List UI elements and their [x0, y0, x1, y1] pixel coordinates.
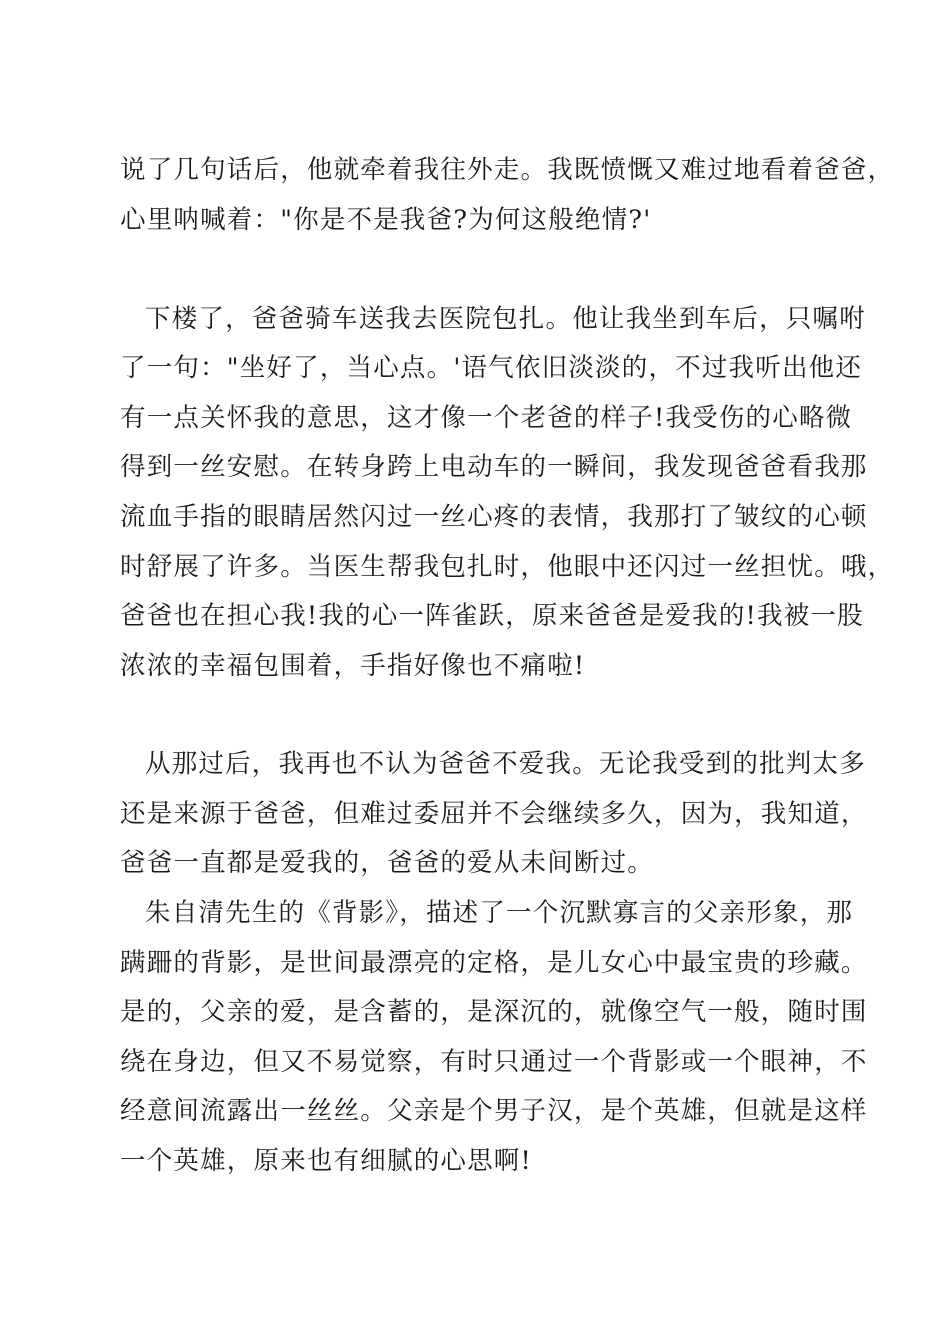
text-line: 了一句："坐好了，当心点。'语气依旧淡淡的，不过我听出他还	[120, 353, 863, 383]
text-line: 心里呐喊着："你是不是我爸?为何这般绝情?'	[120, 205, 652, 235]
text-line: 说了几句话后，他就牵着我往外走。我既愤慨又难过地看着爸爸，	[120, 155, 895, 185]
text-line: 绕在身边，但又不易觉察，有时只通过一个背影或一个眼神，不	[120, 1047, 868, 1077]
text-line: 流血手指的眼睛居然闪过一丝心疼的表情，我那打了皱纹的心顿	[120, 502, 868, 532]
text-line: 有一点关怀我的意思，这才像一个老爸的样子!我受伤的心略微	[120, 403, 853, 433]
text-line: 还是来源于爸爸，但难过委屈并不会继续多久，因为，我知道，	[120, 799, 868, 829]
text-line: 经意间流露出一丝丝。父亲是个男子汉，是个英雄，但就是这样	[120, 1096, 868, 1126]
text-line: 爸爸也在担心我!我的心一阵雀跃，原来爸爸是爱我的!我被一股	[120, 601, 864, 631]
text-line: 蹒跚的背影，是世间最漂亮的定格，是儿女心中最宝贵的珍藏。	[120, 948, 868, 978]
text-line: 得到一丝安慰。在转身跨上电动车的一瞬间，我发现爸爸看我那	[120, 452, 868, 482]
text-line: 爸爸一直都是爱我的，爸爸的爱从未间断过。	[120, 848, 655, 878]
text-line: 是的，父亲的爱，是含蓄的，是深沉的，就像空气一般，随时围	[120, 997, 868, 1027]
text-line: 一个英雄，原来也有细腻的心思啊!	[120, 1146, 532, 1176]
text-line: 从那过后，我再也不认为爸爸不爱我。无论我受到的批判太多	[145, 749, 866, 779]
text-line: 浓浓的幸福包围着，手指好像也不痛啦!	[120, 651, 586, 681]
text-line: 朱自清先生的《背影》，描述了一个沉默寡言的父亲形象，那	[145, 898, 854, 928]
text-line: 下楼了，爸爸骑车送我去医院包扎。他让我坐到车后，只嘱咐	[145, 304, 866, 334]
text-line: 时舒展了许多。当医生帮我包扎时，他眼中还闪过一丝担忧。哦，	[120, 552, 895, 582]
